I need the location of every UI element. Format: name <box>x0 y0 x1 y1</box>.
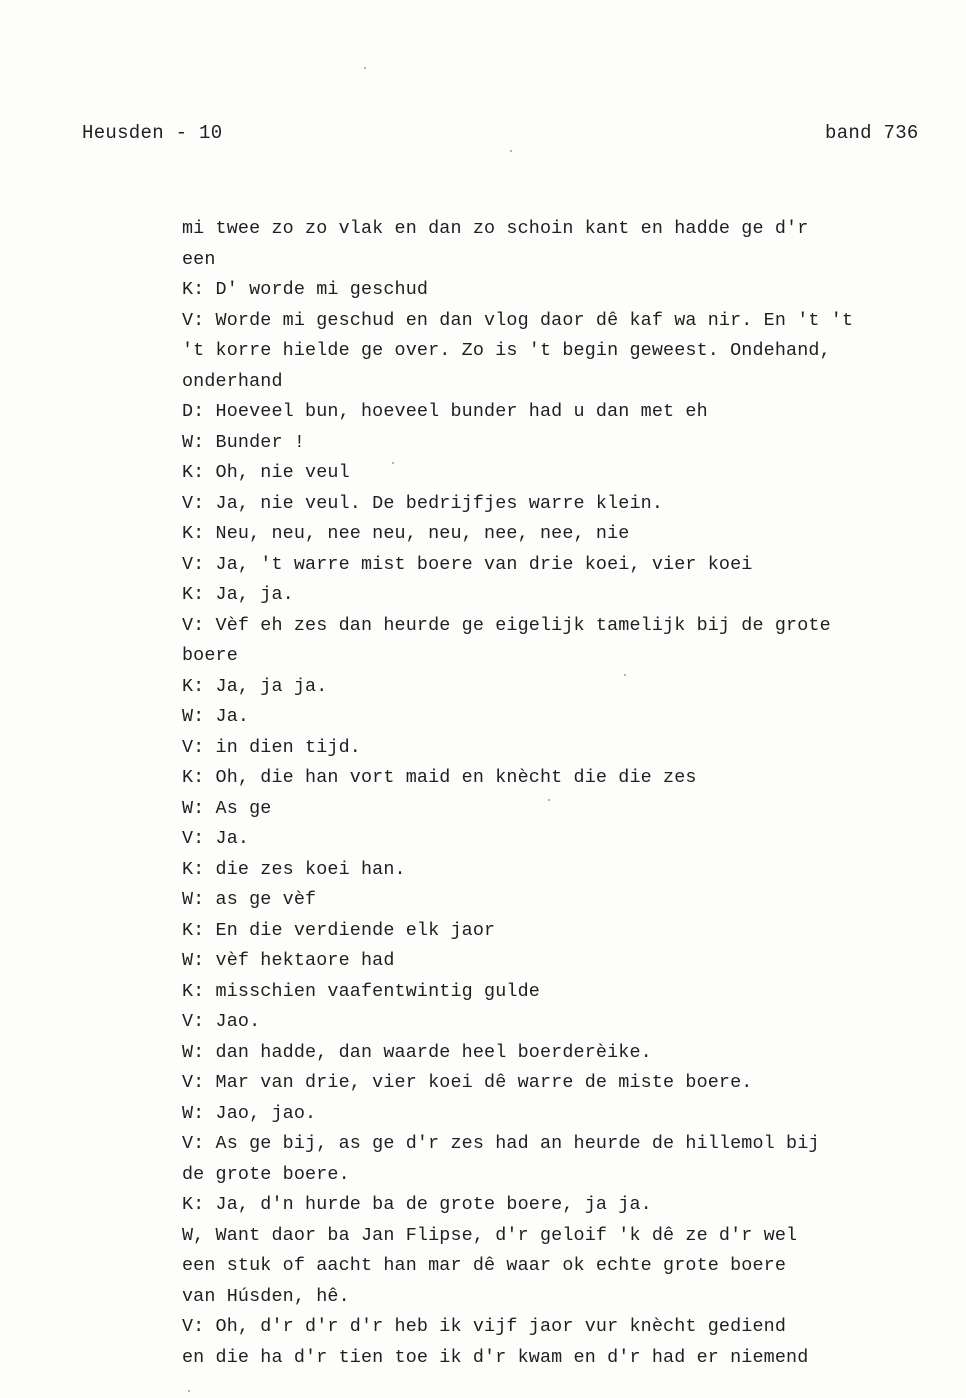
transcript-line: V: Vèf eh zes dan heurde ge eigelijk tamelijk bij de grote <box>182 614 831 636</box>
transcript-line: een <box>182 248 216 270</box>
transcript-line: 't korre hielde ge over. Zo is 't begin geweest. Ondehand, <box>182 340 831 361</box>
transcript-line: W: As ge <box>182 797 272 819</box>
transcript-line: W: Jao, jao. <box>182 1102 317 1124</box>
transcript-line: K: Ja, ja ja. <box>182 675 328 697</box>
transcript-line: K: die zes koei han. <box>182 858 406 880</box>
transcript-line: V: in dien tijd. <box>182 736 361 758</box>
paper-speck <box>364 67 366 69</box>
page-header-location: Heusden - 10 <box>82 122 223 144</box>
transcript-line: V: Mar van drie, vier koei dê warre de miste boere. <box>182 1072 753 1093</box>
transcript-line: en die ha d'r tien toe ik d'r kwam en d'r had er niemend <box>182 1346 809 1368</box>
transcript-line: K: Ja, ja. <box>182 584 294 605</box>
transcript-line: V: Jao. <box>182 1011 261 1032</box>
transcript-line: W: as ge vèf <box>182 889 317 910</box>
transcript-line: van Húsden, hê. <box>182 1285 350 1307</box>
transcript-line: W: Ja. <box>182 706 250 727</box>
transcript-line: W: dan hadde, dan waarde heel boerderèike. <box>182 1041 652 1063</box>
transcript-line: een stuk of aacht han mar dê waar ok echte grote boere <box>182 1255 787 1276</box>
transcript-line: V: As ge bij, as ge d'r zes had an heurde de hillemol bij <box>182 1133 820 1154</box>
transcript-line: W: Bunder ! <box>182 431 306 453</box>
transcript-line: V: Worde mi geschud en dan vlog daor dê kaf wa nir. En 't 't <box>182 309 854 331</box>
page-header-tape-number: band 736 <box>825 122 919 144</box>
transcript-line: boere <box>182 645 238 666</box>
transcript-line: W: vèf hektaore had <box>182 950 395 971</box>
transcript-line: V: Ja, nie veul. De bedrijfjes warre klein. <box>182 492 664 514</box>
paper-speck <box>188 1390 190 1392</box>
transcript-line: K: En die verdiende elk jaor <box>182 919 496 941</box>
transcript-line: de grote boere. <box>182 1163 350 1185</box>
paper-speck <box>548 799 550 801</box>
transcript-line: K: misschien vaafentwintig gulde <box>182 980 540 1002</box>
transcript-line: mi twee zo zo vlak en dan zo schoin kant en hadde ge d'r <box>182 218 809 239</box>
transcript-line: W, Want daor ba Jan Flipse, d'r geloif 'k dê ze d'r wel <box>182 1224 798 1246</box>
transcript-body <box>182 214 942 1373</box>
paper-speck <box>624 674 626 676</box>
transcript-line: D: Hoeveel bun, hoeveel bunder had u dan met eh <box>182 401 708 422</box>
transcript-line: V: Oh, d'r d'r d'r heb ik vijf jaor vur knècht gediend <box>182 1316 787 1337</box>
transcript-line: K: Oh, die han vort maid en knècht die die zes <box>182 767 697 788</box>
transcript-line: K: Oh, nie veul <box>182 462 350 483</box>
transcript-line: V: Ja. <box>182 828 250 849</box>
transcript-line: onderhand <box>182 370 283 392</box>
transcript-line: K: Neu, neu, nee neu, neu, nee, nee, nie <box>182 523 630 544</box>
transcript-line: K: Ja, d'n hurde ba de grote boere, ja ja. <box>182 1194 652 1215</box>
transcript-line: V: Ja, 't warre mist boere van drie koei, vier koei <box>182 553 753 575</box>
transcript-line: K: D' worde mi geschud <box>182 279 429 300</box>
paper-speck <box>392 462 394 464</box>
paper-speck <box>510 150 512 152</box>
